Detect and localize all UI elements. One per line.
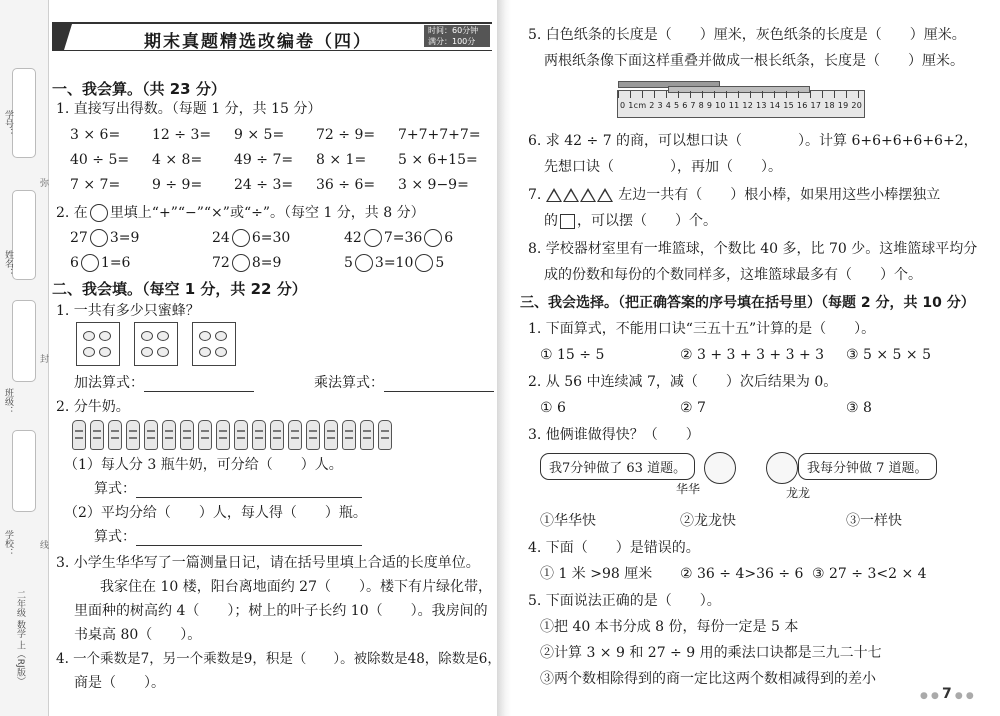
addition-label: 加法算式： <box>74 375 144 391</box>
operator-item <box>70 254 130 272</box>
addition-formula-row <box>74 374 254 392</box>
operand: 7=36 <box>383 230 423 246</box>
fill-7-line <box>544 212 717 230</box>
page-title: 期末真题精选改编卷（四） <box>144 32 372 52</box>
fill-3-line: 书桌高 80（ ）。 <box>74 627 202 643</box>
milk-bottle-icon <box>342 420 356 450</box>
dots-icon: ● ● <box>951 691 974 701</box>
girl-avatar <box>704 452 736 484</box>
milk-bottle-icon <box>216 420 230 450</box>
choice-option[interactable]: ③ 5 × 5 × 5 <box>846 347 931 363</box>
calc-item: 24 ÷ 3= <box>234 177 294 193</box>
operator-item <box>212 254 281 272</box>
calc-item: 4 × 8= <box>152 152 203 168</box>
choice-option[interactable]: ③一样快 <box>846 513 902 529</box>
calc-item: 72 ÷ 9= <box>316 127 376 143</box>
milk-bottle-icon <box>378 420 392 450</box>
calc-item: 7+7+7+7= <box>398 127 481 143</box>
calc-answer-line[interactable] <box>136 531 362 546</box>
operand: 1=6 <box>100 255 131 271</box>
calc-item: 12 ÷ 3= <box>152 127 212 143</box>
operator-circle[interactable] <box>415 254 433 272</box>
milk-bottle-icon <box>288 420 302 450</box>
bee-icon <box>99 347 111 357</box>
operand: 27 <box>70 230 88 246</box>
bee-group-image <box>134 322 178 366</box>
exam-time: 时间：60分钟 <box>428 26 479 35</box>
bee-group-image <box>76 322 120 366</box>
milk-bottle-icon <box>234 420 248 450</box>
calc-label: 算式： <box>94 529 136 545</box>
operator-item <box>344 254 444 272</box>
ruler-numbers: 0 1cm 2 3 4 5 6 7 8 9 10 11 12 13 14 15 16 17 18 19 20 <box>620 101 863 110</box>
milk-bottle-icon <box>126 420 140 450</box>
operator-circle[interactable] <box>81 254 99 272</box>
fill-3-title: 3. 小学生华华写了一篇测量日记，请在括号里填上合适的长度单位。 <box>56 555 480 571</box>
operand: 72 <box>212 255 230 271</box>
bee-icon <box>141 331 153 341</box>
section-1-title: 一、我会算。（共 23 分） <box>52 80 226 98</box>
bee-icon <box>141 347 153 357</box>
milk-bottle-icon <box>252 420 266 450</box>
square-icon <box>560 214 575 229</box>
operator-circle[interactable] <box>364 229 382 247</box>
seal-mark: 弥 <box>40 179 50 189</box>
bee-group-image <box>192 322 236 366</box>
operand: 5 <box>435 255 445 271</box>
milk-bottle-icon <box>162 420 176 450</box>
fill-8-line: 8. 学校器材室里有一堆篮球，个数比 40 多，比 70 少。这堆篮球平均分 <box>528 241 978 257</box>
page-number <box>920 686 974 702</box>
operand: 6=30 <box>251 230 291 246</box>
operator-circle[interactable] <box>424 229 442 247</box>
question-2-title <box>56 204 425 222</box>
fill-4-line: 商是（ ）。 <box>74 675 165 691</box>
operator-circle[interactable] <box>232 229 250 247</box>
dots-icon: ● ● <box>920 691 942 701</box>
bee-icon <box>157 347 169 357</box>
calc-item: 5 × 6+15= <box>398 152 478 168</box>
calc-item: 49 ÷ 7= <box>234 152 294 168</box>
fill-2a-text: （1）每人分 3 瓶牛奶，可分给（ ）人。 <box>64 457 343 473</box>
character-name: 龙龙 <box>786 486 811 500</box>
fill-7-line <box>528 186 940 204</box>
page-header <box>52 22 492 51</box>
operand: 3=9 <box>109 230 140 246</box>
choice-3-question: 3. 他俩谁做得快？（ ） <box>528 427 700 443</box>
fill-6-line: 6. 求 42 ÷ 7 的商，可以想口诀（ ）。计算 6+6+6+6+6+2， <box>528 133 978 149</box>
speech-bubble: 我7分钟做了 63 道题。 <box>540 453 695 480</box>
bee-icon <box>215 347 227 357</box>
header-mark <box>52 24 72 50</box>
question-1-title: 1. 直接写出得数。（每题 1 分，共 15 分） <box>56 101 322 117</box>
page-number-value: 7 <box>941 686 952 702</box>
milk-bottle-icon <box>72 420 86 450</box>
bee-icon <box>157 331 169 341</box>
question-2-post: 里填上“+”“−”“×”或“÷”。（每空 1 分，共 8 分） <box>109 205 425 221</box>
speech-bubble: 我每分钟做 7 道题。 <box>798 453 937 480</box>
fill-7-number: 7. <box>528 187 542 203</box>
fill-2b-text: （2）平均分给（ ）人，每人得（ ）瓶。 <box>64 505 367 521</box>
fill-7-text: ，可以摆（ ）个。 <box>577 213 717 229</box>
choice-option[interactable]: ② 7 <box>680 400 706 416</box>
fill-3-line: 里面种的树高约 4（ ）；树上的叶子长约 10（ ）。我房间的 <box>74 603 488 619</box>
edge-text: 二年级 数学 上（RJ版） <box>15 590 25 686</box>
fill-2-title: 2. 分牛奶。 <box>56 399 130 415</box>
ruler-ticks <box>618 91 864 98</box>
choice-5-question: 5. 下面说法正确的是（ ）。 <box>528 593 721 609</box>
calc-item: 8 × 1= <box>316 152 367 168</box>
operator-item <box>344 229 453 247</box>
fill-3-line: 我家住在 10 楼，阳台离地面约 27（ ）。楼下有片绿化带， <box>100 579 492 595</box>
milk-bottle-icon <box>144 420 158 450</box>
section-2-title: 二、我会填。（每空 1 分，共 22 分） <box>52 280 307 298</box>
choice-option[interactable]: ②龙龙快 <box>680 513 736 529</box>
milk-bottle-icon <box>306 420 320 450</box>
choice-option[interactable]: ① 6 <box>540 400 566 416</box>
choice-4-question: 4. 下面（ ）是错误的。 <box>528 540 700 556</box>
milk-bottle-icon <box>270 420 284 450</box>
choice-option[interactable]: ②计算 3 × 9 和 27 ÷ 9 用的乘法口诀都是三九二十七 <box>540 645 882 661</box>
calc-item: 3 × 9−9= <box>398 177 469 193</box>
choice-option[interactable]: ①把 40 本书分成 8 份，每份一定是 5 本 <box>540 619 799 635</box>
seal-mark: 线 <box>40 541 50 551</box>
choice-2-question: 2. 从 56 中连续减 7，减（ ）次后结果为 0。 <box>528 374 838 390</box>
exam-info <box>424 25 490 47</box>
fill-6-line: 先想口诀（ ），再加（ ）。 <box>544 159 782 175</box>
operator-item <box>70 229 139 247</box>
blank-circle-icon <box>90 204 108 222</box>
choice-option[interactable]: ① 15 ÷ 5 <box>540 347 605 363</box>
milk-bottle-icon <box>108 420 122 450</box>
calc-item: 36 ÷ 6= <box>316 177 376 193</box>
fill-8-line: 成的份数和每份的个数同样多，这堆篮球最多有（ ）个。 <box>544 267 922 283</box>
milk-bottle-icon <box>324 420 338 450</box>
question-2-pre: 2. 在 <box>56 205 88 221</box>
milk-bottle-icon <box>360 420 374 450</box>
choice-option[interactable]: ③两个数相除得到的商一定比这两个数相减得到的差小 <box>540 671 876 687</box>
addition-answer-line[interactable] <box>144 377 254 392</box>
school-box[interactable] <box>12 430 36 512</box>
bee-icon <box>199 347 211 357</box>
operator-circle[interactable] <box>90 229 108 247</box>
operator-circle[interactable] <box>355 254 373 272</box>
triangle-icon <box>563 188 579 202</box>
choice-option[interactable]: ③ 27 ÷ 3<2 × 4 <box>812 566 927 582</box>
exam-score: 满分：100分 <box>428 37 476 46</box>
class-box[interactable] <box>12 300 36 382</box>
page-gutter <box>497 0 511 716</box>
triangle-icon <box>597 188 613 202</box>
operator-item <box>212 229 290 247</box>
operand: 6 <box>444 230 454 246</box>
operand: 42 <box>344 230 362 246</box>
student-id-box[interactable] <box>12 68 36 158</box>
fill-2b-calc-row <box>94 528 362 546</box>
triangle-icon <box>580 188 596 202</box>
choice-option[interactable]: ② 36 ÷ 4>36 ÷ 6 <box>680 566 804 582</box>
binding-strip <box>0 0 49 716</box>
fill-5-line: 5. 白色纸条的长度是（ ）厘米，灰色纸条的长度是（ ）厘米。 <box>528 27 966 43</box>
operand: 5 <box>344 255 353 271</box>
section-3-title: 三、我会选择。（把正确答案的序号填在括号里）（每题 2 分，共 10 分） <box>520 295 975 311</box>
milk-bottle-icon <box>198 420 212 450</box>
bee-icon <box>199 331 211 341</box>
fill-4-line: 4. 一个乘数是7，另一个乘数是9，积是（ ）。被除数是48，除数是6， <box>56 651 501 667</box>
character-name: 华华 <box>676 482 701 496</box>
student-id-label: 学号： <box>3 110 13 137</box>
operand: 8=9 <box>251 255 282 271</box>
choice-option[interactable]: ① 1 米 >98 厘米 <box>540 566 653 582</box>
fill-2a-calc-row <box>94 480 362 498</box>
bee-icon <box>215 331 227 341</box>
choice-1-question: 1. 下面算式，不能用口诀“三五十五”计算的是（ ）。 <box>528 321 876 337</box>
choice-option[interactable]: ①华华快 <box>540 513 596 529</box>
fill-5-line: 两根纸条像下面这样重叠并做成一根长纸条，长度是（ ）厘米。 <box>544 53 964 69</box>
operand: 6 <box>70 255 79 271</box>
calc-item: 9 ÷ 9= <box>152 177 203 193</box>
operand: 3=10 <box>374 255 414 271</box>
calc-label: 算式： <box>94 481 136 497</box>
calc-item: 7 × 7= <box>70 177 121 193</box>
name-box[interactable] <box>12 190 36 280</box>
milk-bottle-icon <box>180 420 194 450</box>
operand: 24 <box>212 230 230 246</box>
fill-1-title: 1. 一共有多少只蜜蜂？ <box>56 303 200 319</box>
calc-item: 40 ÷ 5= <box>70 152 130 168</box>
seal-mark: 封 <box>40 355 50 365</box>
multiplication-label: 乘法算式： <box>314 375 384 391</box>
bee-icon <box>83 347 95 357</box>
calc-item: 3 × 6= <box>70 127 121 143</box>
bee-icon <box>99 331 111 341</box>
milk-bottle-icon <box>90 420 104 450</box>
operator-circle[interactable] <box>232 254 250 272</box>
choice-option[interactable]: ③ 8 <box>846 400 872 416</box>
class-label: 班级： <box>3 388 13 415</box>
fill-7-text: 的 <box>544 213 558 229</box>
name-label: 姓名： <box>3 250 13 277</box>
bee-icon <box>83 331 95 341</box>
calc-answer-line[interactable] <box>136 483 362 498</box>
school-label: 学校： <box>3 530 13 557</box>
multiplication-answer-line[interactable] <box>384 377 494 392</box>
triangle-icon <box>546 188 562 202</box>
boy-avatar <box>766 452 798 484</box>
ruler-image <box>617 90 865 118</box>
choice-option[interactable]: ② 3 + 3 + 3 + 3 + 3 <box>680 347 825 363</box>
fill-7-text: 左边一共有（ ）根小棒，如果用这些小棒摆独立 <box>618 187 941 203</box>
multiplication-formula-row <box>314 374 494 392</box>
calc-item: 9 × 5= <box>234 127 285 143</box>
